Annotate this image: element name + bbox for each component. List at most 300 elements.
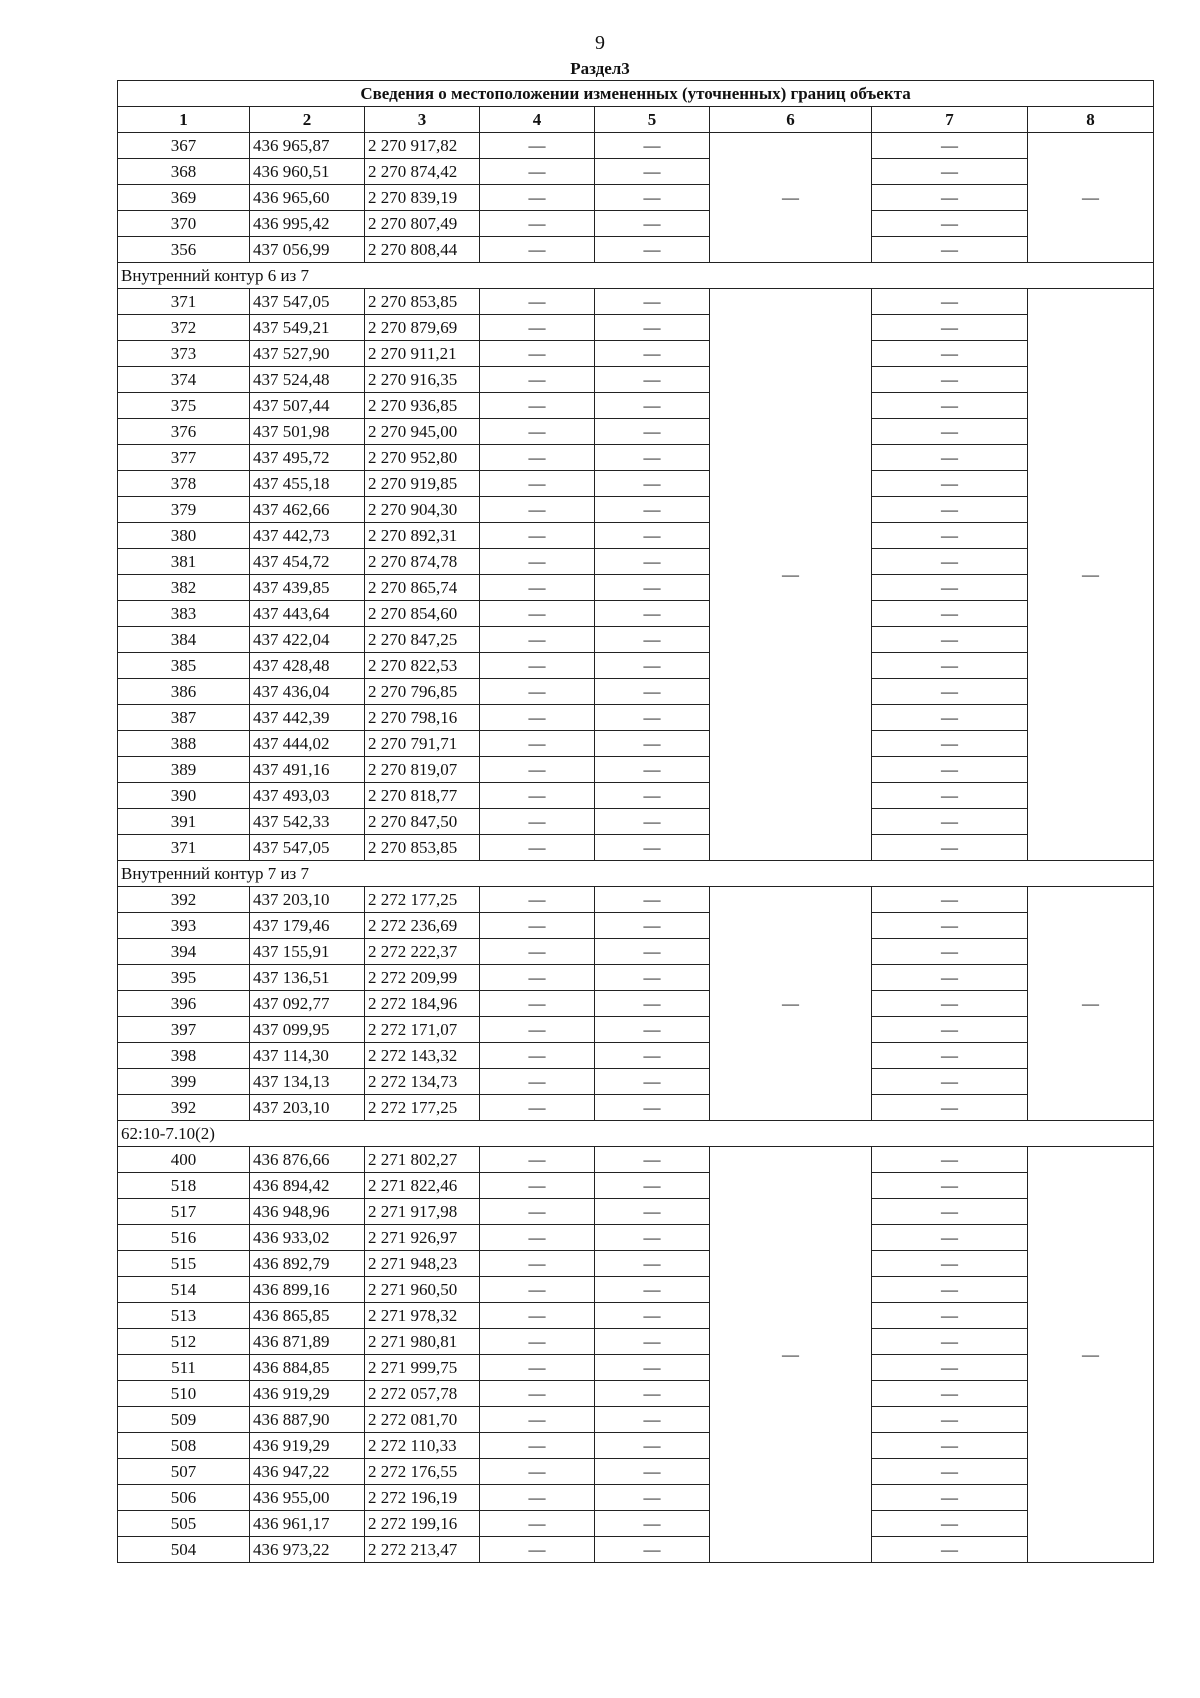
column-5-cell: — — [595, 1485, 710, 1511]
x-coordinate-cell: 436 894,42 — [250, 1173, 365, 1199]
table-row — [118, 575, 1154, 601]
column-5-cell: — — [595, 1381, 710, 1407]
table-row — [118, 1017, 1154, 1043]
column-4-cell: — — [480, 1407, 595, 1433]
point-number-cell: 371 — [118, 289, 250, 315]
x-coordinate-cell: 437 099,95 — [250, 1017, 365, 1043]
table-row — [118, 939, 1154, 965]
y-coordinate-cell: 2 270 936,85 — [365, 393, 480, 419]
column-7-cell: — — [872, 1381, 1028, 1407]
column-5-cell: — — [595, 705, 710, 731]
column-4-cell: — — [480, 237, 595, 263]
column-7-cell: — — [872, 497, 1028, 523]
y-coordinate-cell: 2 272 176,55 — [365, 1459, 480, 1485]
contour-label: Внутренний контур 7 из 7 — [118, 861, 1154, 887]
column-4-cell: — — [480, 601, 595, 627]
table-row — [118, 1173, 1154, 1199]
column-5-cell: — — [595, 1303, 710, 1329]
column-7-cell: — — [872, 185, 1028, 211]
column-5-cell: — — [595, 809, 710, 835]
x-coordinate-cell: 437 203,10 — [250, 887, 365, 913]
column-4-cell: — — [480, 393, 595, 419]
column-5-cell: — — [595, 783, 710, 809]
column-5-cell: — — [595, 653, 710, 679]
column-4-cell: — — [480, 549, 595, 575]
x-coordinate-cell: 437 507,44 — [250, 393, 365, 419]
column-7-cell: — — [872, 1459, 1028, 1485]
table-row — [118, 965, 1154, 991]
column-header: 8 — [1028, 107, 1154, 133]
column-5-cell: — — [595, 965, 710, 991]
y-coordinate-cell: 2 271 926,97 — [365, 1225, 480, 1251]
point-number-cell: 387 — [118, 705, 250, 731]
point-number-cell: 378 — [118, 471, 250, 497]
point-number-cell: 393 — [118, 913, 250, 939]
column-7-cell: — — [872, 705, 1028, 731]
column-7-cell: — — [872, 367, 1028, 393]
point-number-cell: 505 — [118, 1511, 250, 1537]
column-4-cell: — — [480, 653, 595, 679]
y-coordinate-cell: 2 272 199,16 — [365, 1511, 480, 1537]
column-4-cell: — — [480, 1251, 595, 1277]
column-5-cell: — — [595, 471, 710, 497]
x-coordinate-cell: 437 455,18 — [250, 471, 365, 497]
x-coordinate-cell: 437 442,39 — [250, 705, 365, 731]
column-8-merged-cell: — — [1028, 289, 1154, 861]
column-5-cell: — — [595, 1147, 710, 1173]
point-number-cell: 512 — [118, 1329, 250, 1355]
column-4-cell: — — [480, 1329, 595, 1355]
y-coordinate-cell: 2 270 819,07 — [365, 757, 480, 783]
y-coordinate-cell: 2 270 822,53 — [365, 653, 480, 679]
x-coordinate-cell: 437 442,73 — [250, 523, 365, 549]
column-7-cell: — — [872, 1329, 1028, 1355]
y-coordinate-cell: 2 271 978,32 — [365, 1303, 480, 1329]
x-coordinate-cell: 437 114,30 — [250, 1043, 365, 1069]
x-coordinate-cell: 436 973,22 — [250, 1537, 365, 1563]
x-coordinate-cell: 436 887,90 — [250, 1407, 365, 1433]
column-7-cell: — — [872, 159, 1028, 185]
column-5-cell: — — [595, 133, 710, 159]
column-7-cell: — — [872, 1225, 1028, 1251]
y-coordinate-cell: 2 272 209,99 — [365, 965, 480, 991]
table-row — [118, 601, 1154, 627]
point-number-cell: 368 — [118, 159, 250, 185]
column-7-cell: — — [872, 315, 1028, 341]
column-7-cell: — — [872, 393, 1028, 419]
column-7-cell: — — [872, 991, 1028, 1017]
column-4-cell: — — [480, 1173, 595, 1199]
column-5-cell: — — [595, 393, 710, 419]
column-5-cell: — — [595, 757, 710, 783]
column-4-cell: — — [480, 991, 595, 1017]
y-coordinate-cell: 2 270 854,60 — [365, 601, 480, 627]
contour-label-row — [118, 861, 1154, 887]
y-coordinate-cell: 2 271 960,50 — [365, 1277, 480, 1303]
table-row — [118, 159, 1154, 185]
table-row — [118, 315, 1154, 341]
point-number-cell: 377 — [118, 445, 250, 471]
y-coordinate-cell: 2 270 847,50 — [365, 809, 480, 835]
caption-row — [118, 81, 1154, 107]
column-5-cell: — — [595, 835, 710, 861]
column-5-cell: — — [595, 237, 710, 263]
column-6-merged-cell: — — [710, 133, 872, 263]
column-8-merged-cell: — — [1028, 1147, 1154, 1563]
point-number-cell: 391 — [118, 809, 250, 835]
column-header: 5 — [595, 107, 710, 133]
column-5-cell: — — [595, 211, 710, 237]
column-4-cell: — — [480, 445, 595, 471]
column-4-cell: — — [480, 367, 595, 393]
y-coordinate-cell: 2 270 892,31 — [365, 523, 480, 549]
point-number-cell: 388 — [118, 731, 250, 757]
table-row — [118, 419, 1154, 445]
column-8-merged-cell: — — [1028, 887, 1154, 1121]
y-coordinate-cell: 2 272 143,32 — [365, 1043, 480, 1069]
column-4-cell: — — [480, 1433, 595, 1459]
column-5-cell: — — [595, 1329, 710, 1355]
table-row — [118, 393, 1154, 419]
point-number-cell: 508 — [118, 1433, 250, 1459]
column-4-cell: — — [480, 783, 595, 809]
column-5-cell: — — [595, 913, 710, 939]
column-5-cell: — — [595, 575, 710, 601]
table-row — [118, 1147, 1154, 1173]
y-coordinate-cell: 2 270 791,71 — [365, 731, 480, 757]
column-7-cell: — — [872, 1433, 1028, 1459]
table-row — [118, 1043, 1154, 1069]
x-coordinate-cell: 436 899,16 — [250, 1277, 365, 1303]
column-4-cell: — — [480, 913, 595, 939]
point-number-cell: 399 — [118, 1069, 250, 1095]
y-coordinate-cell: 2 271 948,23 — [365, 1251, 480, 1277]
table-row — [118, 497, 1154, 523]
column-7-cell: — — [872, 1303, 1028, 1329]
column-4-cell: — — [480, 341, 595, 367]
x-coordinate-cell: 436 947,22 — [250, 1459, 365, 1485]
column-7-cell: — — [872, 965, 1028, 991]
column-4-cell: — — [480, 1225, 595, 1251]
column-7-cell: — — [872, 627, 1028, 653]
table-body — [118, 133, 1154, 1563]
column-5-cell: — — [595, 601, 710, 627]
table-row — [118, 1407, 1154, 1433]
y-coordinate-cell: 2 270 818,77 — [365, 783, 480, 809]
column-7-cell: — — [872, 887, 1028, 913]
y-coordinate-cell: 2 270 853,85 — [365, 289, 480, 315]
point-number-cell: 380 — [118, 523, 250, 549]
table-row — [118, 1459, 1154, 1485]
column-4-cell: — — [480, 627, 595, 653]
column-7-cell: — — [872, 1407, 1028, 1433]
column-5-cell: — — [595, 419, 710, 445]
x-coordinate-cell: 437 056,99 — [250, 237, 365, 263]
column-7-cell: — — [872, 549, 1028, 575]
x-coordinate-cell: 436 876,66 — [250, 1147, 365, 1173]
column-6-merged-cell: — — [710, 289, 872, 861]
column-4-cell: — — [480, 679, 595, 705]
column-4-cell: — — [480, 185, 595, 211]
column-7-cell: — — [872, 471, 1028, 497]
x-coordinate-cell: 437 524,48 — [250, 367, 365, 393]
table-row — [118, 367, 1154, 393]
column-5-cell: — — [595, 159, 710, 185]
y-coordinate-cell: 2 270 847,25 — [365, 627, 480, 653]
column-7-cell: — — [872, 1147, 1028, 1173]
table-row — [118, 1381, 1154, 1407]
column-7-cell: — — [872, 575, 1028, 601]
table-row — [118, 1511, 1154, 1537]
x-coordinate-cell: 436 919,29 — [250, 1433, 365, 1459]
column-7-cell: — — [872, 1173, 1028, 1199]
x-coordinate-cell: 436 919,29 — [250, 1381, 365, 1407]
column-5-cell: — — [595, 549, 710, 575]
column-5-cell: — — [595, 1251, 710, 1277]
column-4-cell: — — [480, 1095, 595, 1121]
column-7-cell: — — [872, 1251, 1028, 1277]
y-coordinate-cell: 2 272 134,73 — [365, 1069, 480, 1095]
contour-label-row — [118, 1121, 1154, 1147]
table-row — [118, 809, 1154, 835]
point-number-cell: 389 — [118, 757, 250, 783]
x-coordinate-cell: 437 549,21 — [250, 315, 365, 341]
column-4-cell: — — [480, 315, 595, 341]
y-coordinate-cell: 2 272 236,69 — [365, 913, 480, 939]
point-number-cell: 509 — [118, 1407, 250, 1433]
column-5-cell: — — [595, 991, 710, 1017]
column-5-cell: — — [595, 939, 710, 965]
column-4-cell: — — [480, 289, 595, 315]
point-number-cell: 517 — [118, 1199, 250, 1225]
column-4-cell: — — [480, 575, 595, 601]
y-coordinate-cell: 2 270 916,35 — [365, 367, 480, 393]
point-number-cell: 390 — [118, 783, 250, 809]
table-row — [118, 1485, 1154, 1511]
column-4-cell: — — [480, 965, 595, 991]
point-number-cell: 511 — [118, 1355, 250, 1381]
column-5-cell: — — [595, 1199, 710, 1225]
y-coordinate-cell: 2 271 999,75 — [365, 1355, 480, 1381]
column-5-cell: — — [595, 679, 710, 705]
column-5-cell: — — [595, 1433, 710, 1459]
column-4-cell: — — [480, 211, 595, 237]
column-5-cell: — — [595, 1459, 710, 1485]
point-number-cell: 379 — [118, 497, 250, 523]
column-5-cell: — — [595, 445, 710, 471]
column-4-cell: — — [480, 809, 595, 835]
x-coordinate-cell: 437 428,48 — [250, 653, 365, 679]
column-7-cell: — — [872, 939, 1028, 965]
table-row — [118, 991, 1154, 1017]
table-row — [118, 1355, 1154, 1381]
x-coordinate-cell: 437 491,16 — [250, 757, 365, 783]
column-7-cell: — — [872, 1017, 1028, 1043]
table-row — [118, 913, 1154, 939]
point-number-cell: 356 — [118, 237, 250, 263]
x-coordinate-cell: 436 884,85 — [250, 1355, 365, 1381]
column-4-cell: — — [480, 1017, 595, 1043]
column-4-cell: — — [480, 705, 595, 731]
column-4-cell: — — [480, 133, 595, 159]
x-coordinate-cell: 436 960,51 — [250, 159, 365, 185]
column-4-cell: — — [480, 1355, 595, 1381]
column-4-cell: — — [480, 731, 595, 757]
table-row — [118, 653, 1154, 679]
column-header: 2 — [250, 107, 365, 133]
x-coordinate-cell: 436 948,96 — [250, 1199, 365, 1225]
y-coordinate-cell: 2 271 802,27 — [365, 1147, 480, 1173]
point-number-cell: 400 — [118, 1147, 250, 1173]
table-row — [118, 1303, 1154, 1329]
column-7-cell: — — [872, 1537, 1028, 1563]
table-row — [118, 211, 1154, 237]
column-7-cell: — — [872, 341, 1028, 367]
table-row — [118, 289, 1154, 315]
table-row — [118, 1433, 1154, 1459]
column-5-cell: — — [595, 731, 710, 757]
column-7-cell: — — [872, 601, 1028, 627]
table-row — [118, 1225, 1154, 1251]
point-number-cell: 394 — [118, 939, 250, 965]
point-number-cell: 386 — [118, 679, 250, 705]
point-number-cell: 392 — [118, 1095, 250, 1121]
x-coordinate-cell: 436 955,00 — [250, 1485, 365, 1511]
x-coordinate-cell: 437 547,05 — [250, 289, 365, 315]
column-7-cell: — — [872, 809, 1028, 835]
x-coordinate-cell: 436 871,89 — [250, 1329, 365, 1355]
x-coordinate-cell: 436 961,17 — [250, 1511, 365, 1537]
column-7-cell: — — [872, 679, 1028, 705]
y-coordinate-cell: 2 270 796,85 — [365, 679, 480, 705]
x-coordinate-cell: 437 495,72 — [250, 445, 365, 471]
column-4-cell: — — [480, 1069, 595, 1095]
column-4-cell: — — [480, 1199, 595, 1225]
point-number-cell: 510 — [118, 1381, 250, 1407]
column-5-cell: — — [595, 315, 710, 341]
table-row — [118, 1069, 1154, 1095]
y-coordinate-cell: 2 272 184,96 — [365, 991, 480, 1017]
table-row — [118, 549, 1154, 575]
column-header: 6 — [710, 107, 872, 133]
table-row — [118, 1095, 1154, 1121]
x-coordinate-cell: 437 462,66 — [250, 497, 365, 523]
table-row — [118, 731, 1154, 757]
column-5-cell: — — [595, 341, 710, 367]
y-coordinate-cell: 2 272 177,25 — [365, 1095, 480, 1121]
table-row — [118, 1329, 1154, 1355]
y-coordinate-cell: 2 270 952,80 — [365, 445, 480, 471]
column-5-cell: — — [595, 523, 710, 549]
x-coordinate-cell: 437 542,33 — [250, 809, 365, 835]
point-number-cell: 506 — [118, 1485, 250, 1511]
point-number-cell: 513 — [118, 1303, 250, 1329]
table-row — [118, 445, 1154, 471]
column-5-cell: — — [595, 887, 710, 913]
point-number-cell: 396 — [118, 991, 250, 1017]
y-coordinate-cell: 2 270 911,21 — [365, 341, 480, 367]
column-5-cell: — — [595, 1511, 710, 1537]
point-number-cell: 373 — [118, 341, 250, 367]
contour-label: 62:10-7.10(2) — [118, 1121, 1154, 1147]
y-coordinate-cell: 2 271 980,81 — [365, 1329, 480, 1355]
point-number-cell: 515 — [118, 1251, 250, 1277]
column-4-cell: — — [480, 1485, 595, 1511]
x-coordinate-cell: 437 203,10 — [250, 1095, 365, 1121]
point-number-cell: 376 — [118, 419, 250, 445]
y-coordinate-cell: 2 272 081,70 — [365, 1407, 480, 1433]
column-7-cell: — — [872, 419, 1028, 445]
y-coordinate-cell: 2 270 919,85 — [365, 471, 480, 497]
x-coordinate-cell: 437 179,46 — [250, 913, 365, 939]
column-7-cell: — — [872, 913, 1028, 939]
y-coordinate-cell: 2 272 177,25 — [365, 887, 480, 913]
column-5-cell: — — [595, 1225, 710, 1251]
x-coordinate-cell: 437 422,04 — [250, 627, 365, 653]
x-coordinate-cell: 437 155,91 — [250, 939, 365, 965]
point-number-cell: 372 — [118, 315, 250, 341]
column-5-cell: — — [595, 185, 710, 211]
y-coordinate-cell: 2 270 865,74 — [365, 575, 480, 601]
column-4-cell: — — [480, 1537, 595, 1563]
table-row — [118, 1251, 1154, 1277]
point-number-cell: 516 — [118, 1225, 250, 1251]
x-coordinate-cell: 437 547,05 — [250, 835, 365, 861]
y-coordinate-cell: 2 270 808,44 — [365, 237, 480, 263]
x-coordinate-cell: 437 439,85 — [250, 575, 365, 601]
x-coordinate-cell: 436 865,85 — [250, 1303, 365, 1329]
column-6-merged-cell: — — [710, 1147, 872, 1563]
table-row — [118, 757, 1154, 783]
column-4-cell: — — [480, 1043, 595, 1069]
point-number-cell: 514 — [118, 1277, 250, 1303]
y-coordinate-cell: 2 270 904,30 — [365, 497, 480, 523]
y-coordinate-cell: 2 271 917,98 — [365, 1199, 480, 1225]
column-header: 7 — [872, 107, 1028, 133]
table-row — [118, 679, 1154, 705]
column-7-cell: — — [872, 1511, 1028, 1537]
column-7-cell: — — [872, 1355, 1028, 1381]
table-row — [118, 523, 1154, 549]
table-row — [118, 1199, 1154, 1225]
column-7-cell: — — [872, 783, 1028, 809]
point-number-cell: 398 — [118, 1043, 250, 1069]
column-4-cell: — — [480, 419, 595, 445]
point-number-cell: 369 — [118, 185, 250, 211]
y-coordinate-cell: 2 270 879,69 — [365, 315, 480, 341]
point-number-cell: 395 — [118, 965, 250, 991]
x-coordinate-cell: 436 995,42 — [250, 211, 365, 237]
y-coordinate-cell: 2 272 196,19 — [365, 1485, 480, 1511]
x-coordinate-cell: 437 444,02 — [250, 731, 365, 757]
column-7-cell: — — [872, 445, 1028, 471]
column-7-cell: — — [872, 523, 1028, 549]
column-4-cell: — — [480, 939, 595, 965]
column-7-cell: — — [872, 237, 1028, 263]
y-coordinate-cell: 2 271 822,46 — [365, 1173, 480, 1199]
column-4-cell: — — [480, 757, 595, 783]
y-coordinate-cell: 2 270 945,00 — [365, 419, 480, 445]
section-title: Раздел3 — [570, 59, 630, 78]
y-coordinate-cell: 2 272 110,33 — [365, 1433, 480, 1459]
column-7-cell: — — [872, 757, 1028, 783]
column-7-cell: — — [872, 1095, 1028, 1121]
x-coordinate-cell: 437 501,98 — [250, 419, 365, 445]
column-7-cell: — — [872, 1199, 1028, 1225]
column-4-cell: — — [480, 887, 595, 913]
table-row — [118, 705, 1154, 731]
column-5-cell: — — [595, 1017, 710, 1043]
